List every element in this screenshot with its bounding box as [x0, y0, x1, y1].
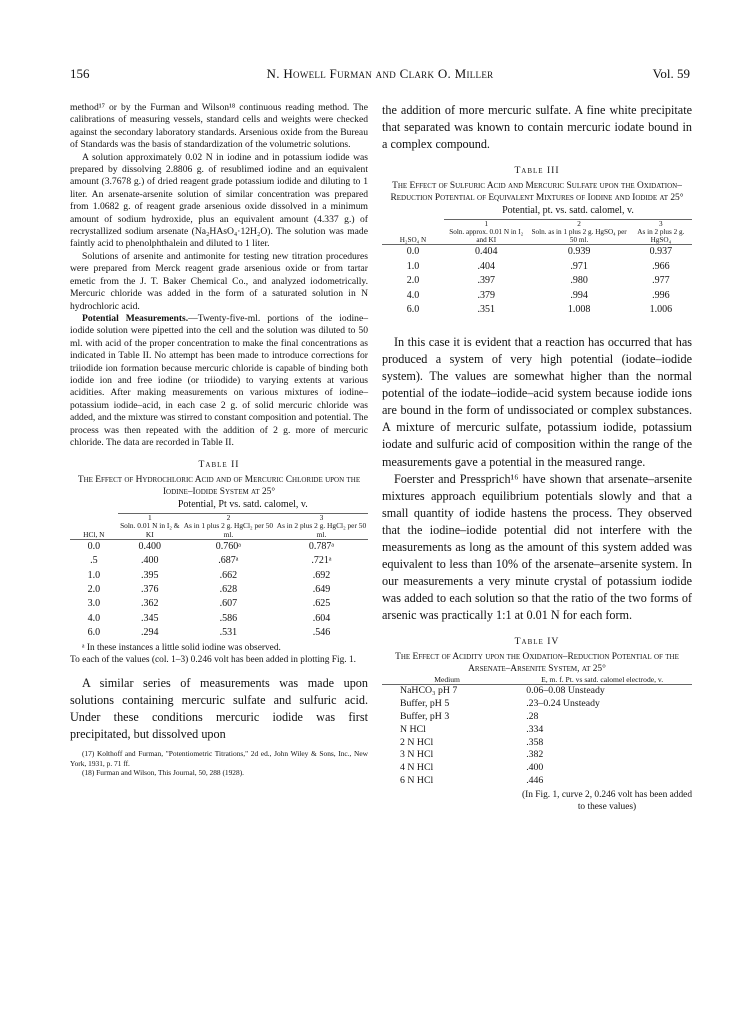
paragraph: Solutions of arsenite and antimonite for testing new titration procedures were prepared from Merck reagent grade arsenious oxide or from tartar emetic from the J. T. Baker Chemical Co., and analyzed iodometrically. Mercuric chloride was added in the form of a saturated solution in N hydrochloric acid. [70, 250, 368, 312]
table-row: Buffer, pH 3 .28 [400, 711, 539, 723]
span-header: Potential, Pt vs. satd. calomel, v. [118, 498, 368, 513]
paragraph: Foerster and Pressprich¹⁶ have shown that arsenate–arsenite mixtures approach equilibrium potentials slowly and that a small quantity of iodide hastens the process. They observed that the iodine–iodide potential did not interfere with the measurements as long as the amount of this system added was equivalent to less than 10% of the arsenate–arsenite system. In our measurements a very minute crystal of potassium iodide was added to each solution so that the ratio of the two forms of arsenic was practically 1:1 at 0.01 N for each form. [382, 471, 692, 623]
page-number: 156 [70, 66, 90, 81]
column-header: E, m. f. Pt. vs satd. calomel electrode, v. [541, 675, 664, 685]
paragraph: A solution approximately 0.02 N in iodine and in potassium iodide was prepared by dissolving 2.8806 g. of resublimed iodine and an equivalent amount (3.7678 g.) of dried reagent grade potassium iodide and diluting to 1 liter. An arsenate-arsenite solution of similar concentration was prepared from 1.0682 g. of reagent grade arsenious oxide dissolved in a minimum amount of sodium hydroxide, plus an equivalent amount (4.337 g.) of recrystallized sodium arsenate (Na₂HAsO₄·12H₂O). The solution was made faintly acid to phenolphthalein and diluted to 1 liter. [70, 151, 368, 250]
paragraph: Potential Measurements.—Twenty-five-ml. portions of the iodine–iodide solution were pipetted into the cell and the solution was diluted to 50 ml. with acid of the proper concentration to make the final concentrations as indicated in Table II. No attempt has been made to introduce corrections for triiodide ion formation because mercuric chloride is capable of binding both iodide ion and free iodine (or triiodide) to varying extents at various acidities. After making measurements on various mixtures of iodine–potassium iodide–acid, in each case 2 g. of solid mercuric chloride was added, and the mixture was stirred to constant composition and potential. The process was then repeated with the addition of 2 g. more of mercuric chloride. The data are recorded in Table II. [70, 312, 368, 448]
table-iii: Potential, pt. vs. satd. calomel, v. 1 2 3 H₂SO₄ N Soln. approx. 0.01 N in I₂ and KI Soln. as in 1 plus 2 g. HgSO₄ per 50 ml. As in 2 plus 2 g. HgSO₄ 0.0 0.404 0.939 0.937 1.0 .404 .971 .966 2.0 .397 .980 .977 4.0 .379 .994 .996 6.0 .351 1.008 1.006 [382, 204, 692, 318]
left-column [70, 102, 368, 778]
table-title: The Effect of Acidity upon the Oxidation–Reduction Potential of the Arsenate–Arsenite System, at 25° [395, 652, 679, 675]
column-header: H₂SO₄ N [399, 236, 427, 245]
table-row: 0.0 0.400 0.760ᵃ 0.787ᵃ [87, 541, 335, 553]
table-row: 1.0 .404 .971 .966 [406, 260, 670, 272]
table-row: 4 N HCl .400 [400, 762, 544, 774]
table-row: 3.0 .362 .607 .625 [87, 598, 331, 610]
paragraph: A similar series of measurements was made upon solutions containing mercuric sulfate and sulfuric acid. Under these conditions mercuric iodide was first precipitated, but dissolved upon [70, 675, 368, 742]
column-header: Medium [434, 675, 460, 685]
table-row: 2.0 .376 .628 .649 [87, 584, 331, 596]
right-column [382, 102, 692, 813]
column-header: Soln. as in 1 plus 2 g. HgSO₄ per 50 ml. [531, 227, 627, 245]
column-header: Soln. approx. 0.01 N in I₂ and KI [449, 227, 524, 245]
paragraph: method¹⁷ or by the Furman and Wilson¹⁸ continuous reading method. The calibrations of measuring vessels, standard cells and weights were checked against the secondary laboratory standards. Arsenious oxide from the Bureau of Standards was the basis of standardization of the volumetric solutions. [70, 102, 368, 151]
column-header: Soln. 0.01 N in I₂ & KI [120, 521, 180, 539]
page-header [70, 66, 690, 86]
table-row: NaHCO₃ pH 7 0.06–0.08 Unsteady [400, 685, 605, 697]
table-row: 0.0 0.404 0.939 0.937 [406, 246, 673, 258]
table-row: .5 .400 .687ᵃ .721ᵃ [90, 555, 332, 567]
table-footnote: ᵃ In these instances a little solid iodine was observed. [82, 643, 281, 654]
column-header: As in 2 plus 2 g. HgCl₂ per 50 ml. [276, 521, 367, 539]
table-iv [382, 675, 692, 787]
table-caption: Table II [198, 459, 240, 471]
table-row: 6 N HCl .446 [400, 775, 544, 787]
table-row: 3 N HCl .382 [400, 749, 544, 761]
table-caption: Table III [514, 165, 560, 177]
table-row: 1.0 .395 .662 .692 [87, 569, 331, 581]
table-row: 2.0 .397 .980 .977 [406, 275, 670, 287]
table-row: 4.0 .379 .994 .996 [406, 289, 670, 301]
volume-label: Vol. 59 [652, 66, 690, 81]
table-note: To each of the values (col. 1–3) 0.246 volt has been added in plotting Fig. 1. [70, 655, 357, 666]
running-title: N. Howell Furman and Clark O. Miller [266, 66, 494, 81]
column-header: As in 1 plus 2 g. HgCl₂ per 50 ml. [183, 521, 274, 539]
span-header: Potential, pt. vs. satd. calomel, v. [444, 204, 692, 219]
paragraph: the addition of more mercuric sulfate. A fine white precipitate that separated was known to contain mercuric iodate bound in a complex compound. [382, 103, 692, 152]
table-caption: Table IV [514, 636, 560, 648]
table-row: 4.0 .345 .586 .604 [87, 612, 331, 624]
footnote: (18) Furman and Wilson, This Journal, 50, 288 (1928). [82, 768, 245, 778]
table-title: The Effect of Sulfuric Acid and Mercuric Sulfate upon the Oxidation–Reduction Potential of Equivalent Mixtures of Iodine and Iodide at 25° [390, 181, 684, 204]
section-heading: Potential Measurements. [82, 312, 189, 324]
table-row: 6.0 .351 1.008 1.006 [406, 304, 673, 316]
table-title: The Effect of Hydrochloric Acid and of Mercuric Chloride upon the Iodine–Iodide System at 25° [77, 475, 361, 498]
column-header: HCl, N [83, 529, 105, 539]
table-ii: Potential, Pt vs. satd. calomel, v. 1 2 3 HCl, N Soln. 0.01 N in I₂ & KI As in 1 plus 2 g. HgCl₂ per 50 ml. As in 2 plus 2 g. HgCl₂ per 50 ml. 0.0 0.400 0.760ᵃ 0.787ᵃ .5 .400 .687ᵃ .721ᵃ 1.0 .395 .662 .692 2.0 .376 .628 .649 3.0 .362 .607 .625 4.0 .345 .586 .604 6.0 .294 .531 .546 [70, 498, 368, 640]
table-row: 6.0 .294 .531 .546 [87, 626, 331, 638]
footnotes [70, 749, 368, 778]
table-row: N HCl .334 [400, 723, 544, 735]
footnote: (17) Kolthoff and Furman, "Potentiometric Titrations," 2d ed., John Wiley & Sons, Inc., New York, 1931, p. 71 ff. [70, 749, 368, 768]
paragraph: In this case it is evident that a reaction has occurred that has produced a system of very high potential (iodate–iodide system). The values are somewhat higher than the normal potential of the iodate–iodide–acid system because iodide ions are bound in the form of undissociated or complex substances. A mixture of mercuric sulfate, potassium iodide, potassium iodate and sulfuric acid of composition within the range of the measurements gave a potential in the measured range. [382, 334, 692, 469]
table-row: 2 N HCl .358 [400, 736, 544, 748]
table-note: (In Fig. 1, curve 2, 0.246 volt has been added to these values) [522, 789, 693, 812]
column-header: As in 2 plus 2 g. HgSO₄ [637, 227, 685, 245]
table-row: Buffer, pH 5 .23–0.24 Unsteady [400, 698, 600, 710]
